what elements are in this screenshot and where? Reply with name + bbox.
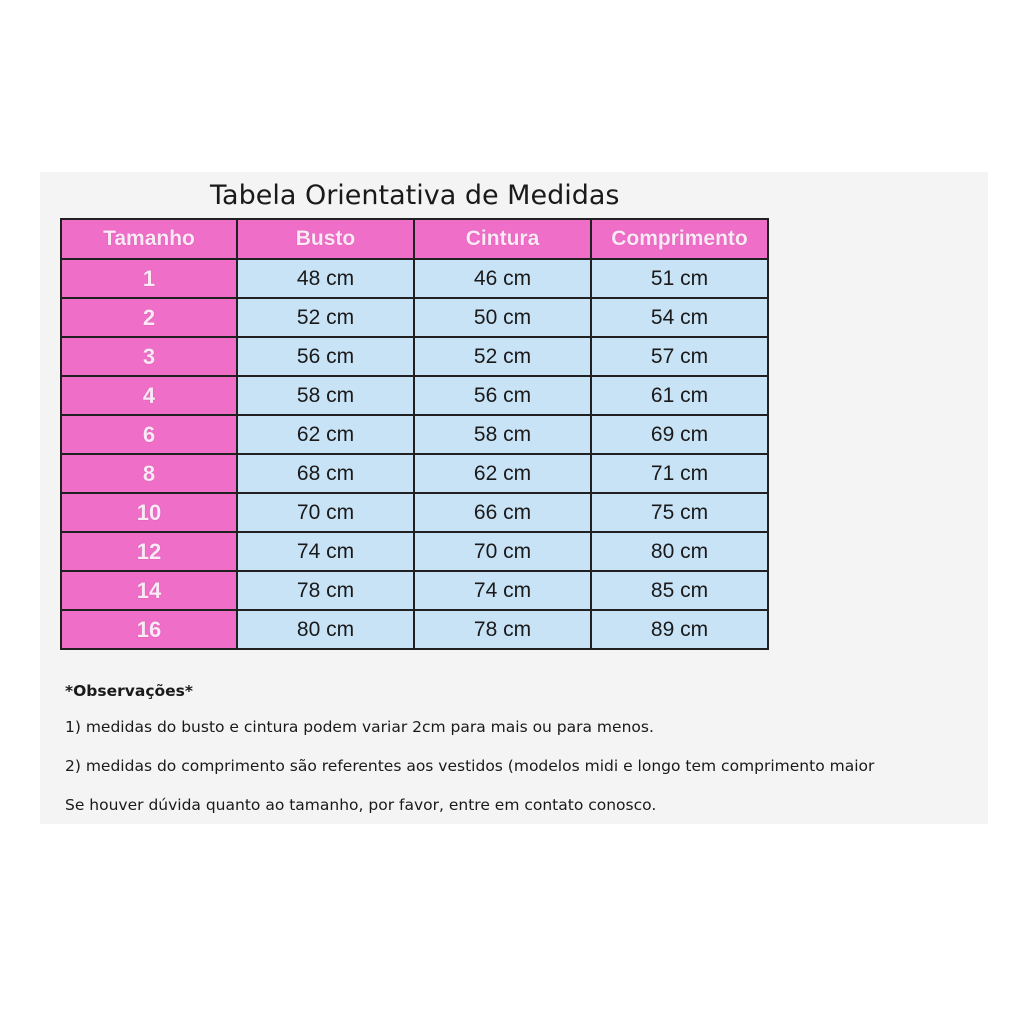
note-line-1: 1) medidas do busto e cintura podem variar 2cm para mais ou para menos. xyxy=(65,718,654,736)
size-cell: 10 xyxy=(61,493,237,532)
cintura-cell: 66 cm xyxy=(414,493,591,532)
size-cell: 2 xyxy=(61,298,237,337)
busto-cell: 70 cm xyxy=(237,493,414,532)
size-cell: 4 xyxy=(61,376,237,415)
busto-cell: 68 cm xyxy=(237,454,414,493)
size-cell: 16 xyxy=(61,610,237,649)
cintura-cell: 78 cm xyxy=(414,610,591,649)
header-tamanho: Tamanho xyxy=(61,219,237,259)
table-title: Tabela Orientativa de Medidas xyxy=(210,180,620,211)
comprimento-cell: 80 cm xyxy=(591,532,768,571)
size-cell: 3 xyxy=(61,337,237,376)
table-row xyxy=(61,298,768,337)
size-cell: 14 xyxy=(61,571,237,610)
note-line-3: Se houver dúvida quanto ao tamanho, por favor, entre em contato conosco. xyxy=(65,796,657,814)
observations-heading: *Observações* xyxy=(65,682,194,700)
cintura-cell: 50 cm xyxy=(414,298,591,337)
cintura-cell: 74 cm xyxy=(414,571,591,610)
busto-cell: 62 cm xyxy=(237,415,414,454)
size-cell: 12 xyxy=(61,532,237,571)
table-row xyxy=(61,610,768,649)
comprimento-cell: 61 cm xyxy=(591,376,768,415)
table-row xyxy=(61,454,768,493)
size-cell: 8 xyxy=(61,454,237,493)
cintura-cell: 62 cm xyxy=(414,454,591,493)
header-cintura: Cintura xyxy=(414,219,591,259)
header-busto: Busto xyxy=(237,219,414,259)
cintura-cell: 46 cm xyxy=(414,259,591,298)
busto-cell: 80 cm xyxy=(237,610,414,649)
observations-section xyxy=(65,680,985,833)
table-row xyxy=(61,493,768,532)
cintura-cell: 52 cm xyxy=(414,337,591,376)
table-row xyxy=(61,337,768,376)
comprimento-cell: 75 cm xyxy=(591,493,768,532)
table-row xyxy=(61,532,768,571)
busto-cell: 74 cm xyxy=(237,532,414,571)
table-header-row xyxy=(61,219,768,259)
cintura-cell: 70 cm xyxy=(414,532,591,571)
busto-cell: 48 cm xyxy=(237,259,414,298)
size-cell: 6 xyxy=(61,415,237,454)
note-line-2: 2) medidas do comprimento são referentes aos vestidos (modelos midi e longo tem comprimento maior xyxy=(65,757,875,775)
table-row xyxy=(61,376,768,415)
comprimento-cell: 71 cm xyxy=(591,454,768,493)
comprimento-cell: 54 cm xyxy=(591,298,768,337)
busto-cell: 52 cm xyxy=(237,298,414,337)
table-row xyxy=(61,259,768,298)
comprimento-cell: 69 cm xyxy=(591,415,768,454)
table-row xyxy=(61,415,768,454)
comprimento-cell: 85 cm xyxy=(591,571,768,610)
busto-cell: 56 cm xyxy=(237,337,414,376)
header-comprimento: Comprimento xyxy=(591,219,768,259)
comprimento-cell: 51 cm xyxy=(591,259,768,298)
cintura-cell: 56 cm xyxy=(414,376,591,415)
busto-cell: 78 cm xyxy=(237,571,414,610)
comprimento-cell: 57 cm xyxy=(591,337,768,376)
cintura-cell: 58 cm xyxy=(414,415,591,454)
busto-cell: 58 cm xyxy=(237,376,414,415)
size-table xyxy=(60,218,769,650)
size-cell: 1 xyxy=(61,259,237,298)
table-row xyxy=(61,571,768,610)
comprimento-cell: 89 cm xyxy=(591,610,768,649)
